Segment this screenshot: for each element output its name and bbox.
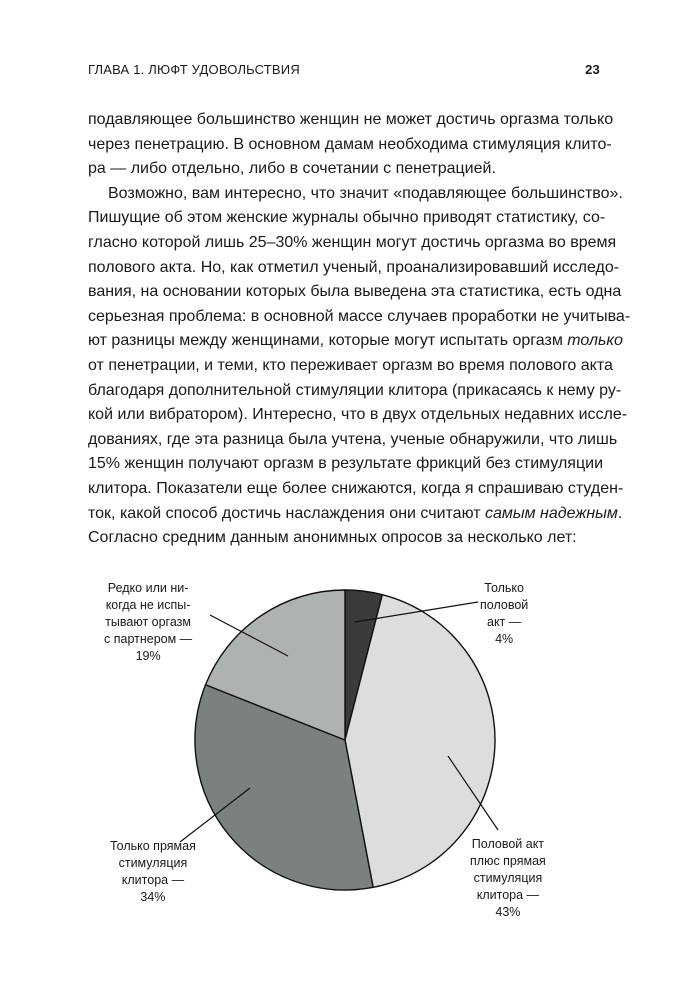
text-line-content: полового акта. Но, как отметил ученый, проанализировавший исследо- bbox=[88, 258, 620, 276]
text-line-content: вания, на основании которых была выведена эта статистика, есть одна bbox=[88, 283, 622, 301]
running-header bbox=[88, 62, 600, 82]
text-line bbox=[88, 477, 624, 502]
text-line bbox=[88, 428, 618, 453]
text-line-content: от пенетрации, и теми, кто переживает оргазм во время полового акта bbox=[88, 356, 613, 374]
page-number: 23 bbox=[585, 62, 600, 77]
text-line-content: дованиях, где эта разница была учтена, ученые обнаружили, что лишь bbox=[88, 430, 618, 448]
text-line bbox=[88, 206, 606, 231]
text-line-content: кой или вибратором). Интересно, что в двух отдельных недавних иссле- bbox=[88, 406, 628, 424]
text-line-content: гласно которой лишь 25–30% женщин могут достичь оргазма во время bbox=[88, 233, 617, 251]
text-line bbox=[88, 452, 602, 477]
text-line-content: серьезная проблема: в основной массе случаев проработки не учитыва- bbox=[88, 307, 631, 325]
slice-label bbox=[480, 580, 528, 648]
chapter-title: ГЛАВА 1. ЛЮФТ УДОВОЛЬСТВИЯ bbox=[88, 62, 300, 77]
text-line bbox=[88, 329, 623, 354]
text-line-content: 15% женщин получают оргазм в результате фрикций без стимуляции bbox=[88, 455, 604, 473]
emphasis: самым надежным bbox=[485, 504, 618, 522]
pie-chart bbox=[0, 560, 698, 1000]
text-line-content: Согласно средним данным анонимных опросов за несколько лет: bbox=[88, 529, 577, 547]
text-line-content: Возможно, вам интересно, что значит «подавляющее большинство». bbox=[108, 184, 623, 202]
slice-label-line: когда не испы- bbox=[105, 598, 191, 612]
body-text bbox=[88, 108, 631, 551]
slice-label-line: клитора — bbox=[476, 888, 540, 902]
text-line-content: ра — либо отдельно, либо в сочетании с пенетрацией. bbox=[88, 160, 496, 178]
slice-label-line: Редко или ни- bbox=[107, 581, 189, 595]
slice-label-line: 43% bbox=[495, 905, 521, 919]
slice-label bbox=[110, 838, 196, 906]
text-line bbox=[88, 403, 628, 428]
slice-label-line: Половой акт bbox=[471, 837, 545, 851]
text-line-content: благодаря дополнительной стимуляции клитора (прикасаясь к нему ру- bbox=[88, 381, 622, 399]
text-line bbox=[88, 502, 623, 527]
text-line bbox=[88, 231, 617, 256]
text-line bbox=[88, 280, 622, 305]
text-line bbox=[88, 182, 623, 207]
text-line bbox=[88, 354, 613, 379]
slice-label-line: половой bbox=[480, 598, 529, 612]
text-line bbox=[88, 108, 614, 133]
text-line-content: клитора. Показатели еще более снижаются, когда я спрашиваю студен- bbox=[88, 479, 624, 497]
text-line-content: через пенетрацию. В основном дамам необходима стимуляция клито- bbox=[88, 135, 612, 153]
slice-label-line: тывают оргазм bbox=[105, 615, 191, 629]
slice-label bbox=[104, 580, 192, 665]
text-line-content: ток, какой способ достичь наслаждения они считают bbox=[88, 504, 481, 522]
text-line bbox=[88, 133, 612, 158]
text-line-content: подавляющее большинство женщин не может достичь оргазма только bbox=[88, 111, 614, 128]
slice-label-line: стимуляция bbox=[473, 871, 543, 885]
slice-label-line: акт — bbox=[487, 615, 522, 629]
slice-label bbox=[470, 836, 546, 921]
slice-label-line: 19% bbox=[135, 649, 161, 663]
text-line-content: ют разницы между женщинами, которые могут испытать оргазм bbox=[88, 332, 563, 350]
slice-label-line: 4% bbox=[495, 632, 514, 646]
slice-label-line: стимуляция bbox=[118, 856, 188, 870]
text-line bbox=[88, 256, 620, 281]
slice-label-line: Только прямая bbox=[110, 839, 196, 853]
text-line bbox=[88, 379, 622, 404]
text-line-content: Пишущие об этом женские журналы обычно приводят статистику, со- bbox=[88, 209, 606, 227]
slice-label-line: плюс прямая bbox=[470, 854, 546, 868]
text-line bbox=[88, 157, 602, 182]
slice-label-line: 34% bbox=[140, 890, 166, 904]
text-line bbox=[88, 526, 602, 551]
slice-label-line: Только bbox=[484, 581, 524, 595]
slice-label-line: клитора — bbox=[121, 873, 185, 887]
slice-label-line: с партнером — bbox=[104, 632, 193, 646]
text-line bbox=[88, 305, 631, 330]
text-line-tail: . bbox=[617, 504, 623, 522]
emphasis: только bbox=[567, 332, 623, 350]
